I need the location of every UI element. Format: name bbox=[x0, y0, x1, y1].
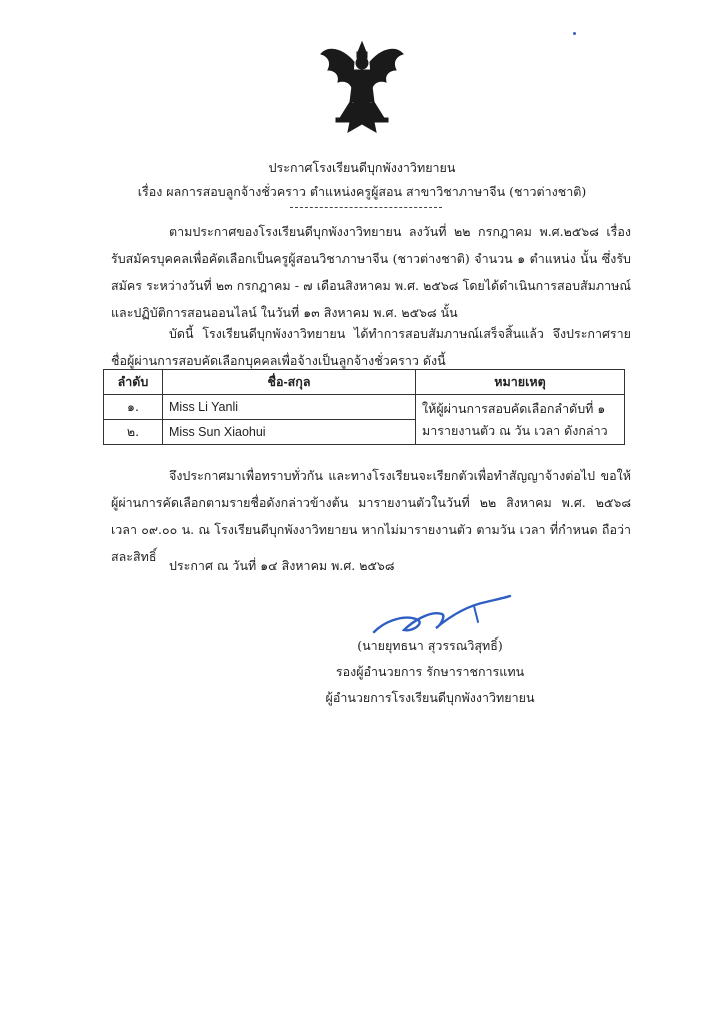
title-divider bbox=[290, 207, 442, 208]
row-order: ๑. bbox=[104, 395, 163, 420]
signer-name: (นายยุทธนา สุวรรณวิสุทธิ์) bbox=[357, 638, 503, 653]
table-header-row bbox=[104, 370, 625, 395]
signature-icon bbox=[366, 592, 516, 642]
results-table bbox=[103, 369, 625, 445]
ink-dot bbox=[573, 32, 576, 35]
header-order: ลำดับ bbox=[104, 370, 163, 395]
table-row bbox=[104, 395, 625, 420]
paragraph-closing: จึงประกาศมาเพื่อทราบทั่วกัน และทางโรงเรียนจะเรียกตัวเพื่อทำสัญญาจ้างต่อไป ขอให้ผู้ผ่านการคัดเลือกตามรายชื่อดังกล่าวข้างต้น มารายงานตัวในวันที่ ๒๒ สิงหาคม พ.ศ. ๒๕๖๘ เวลา ๐๙.๐๐ น. ณ โรงเรียนดีบุกพังงาวิทยายน หากไม่มารายงานตัว ตามวัน เวลา ที่กำหนด ถือว่าสละสิทธิ์ bbox=[111, 468, 631, 564]
paragraph-result: บัดนี้ โรงเรียนดีบุกพังงาวิทยายน ได้ทำการสอบสัมภาษณ์เสร็จสิ้นแล้ว จึงประกาศรายชื่อผู้ผ่านการสอบคัดเลือกบุคคลเพื่อจ้างเป็นลูกจ้างชั่วคราว ดังนี้ bbox=[111, 326, 631, 368]
header-name: ชื่อ-สกุล bbox=[163, 370, 416, 395]
row-name: Miss Li Yanli bbox=[163, 395, 416, 420]
header-remark: หมายเหตุ bbox=[416, 370, 625, 395]
signer-position-1: รองผู้อำนวยการ รักษาราชการแทน bbox=[335, 664, 525, 679]
announcement-subject: เรื่อง ผลการสอบลูกจ้างชั่วคราว ตำแหน่งครูผู้สอน สาขาวิชาภาษาจีน (ชาวต่างชาติ) bbox=[137, 184, 587, 199]
row-order: ๒. bbox=[104, 420, 163, 445]
row-name: Miss Sun Xiaohui bbox=[163, 420, 416, 445]
announce-date: ประกาศ ณ วันที่ ๑๔ สิงหาคม พ.ศ. ๒๕๖๘ bbox=[169, 558, 395, 573]
row-remark: ให้ผู้ผ่านการสอบคัดเลือกลำดับที่ ๑ มารายงานตัว ณ วัน เวลา ดังกล่าว bbox=[416, 395, 625, 445]
announcement-title: ประกาศโรงเรียนดีบุกพังงาวิทยายน bbox=[268, 160, 456, 175]
paragraph-intro: ตามประกาศของโรงเรียนดีบุกพังงาวิทยายน ลงวันที่ ๒๒ กรกฎาคม พ.ศ.๒๕๖๘ เรื่อง รับสมัครบุคคลเพื่อคัดเลือกเป็นครูผู้สอนวิชาภาษาจีน (ชาวต่างชาติ) จำนวน ๑ ตำแหน่ง นั้น ซึ่งรับสมัคร ระหว่างวันที่ ๒๓ กรกฎาคม - ๗ เดือนสิงหาคม พ.ศ. ๒๕๖๘ โดยได้ดำเนินการสอบสัมภาษณ์และปฏิบัติการสอนออนไลน์ ในวันที่ ๑๓ สิงหาคม พ.ศ. ๒๕๖๘ นั้น bbox=[111, 224, 631, 320]
garuda-emblem-icon bbox=[318, 40, 406, 138]
signer-position-2: ผู้อำนวยการโรงเรียนดีบุกพังงาวิทยายน bbox=[325, 690, 535, 705]
